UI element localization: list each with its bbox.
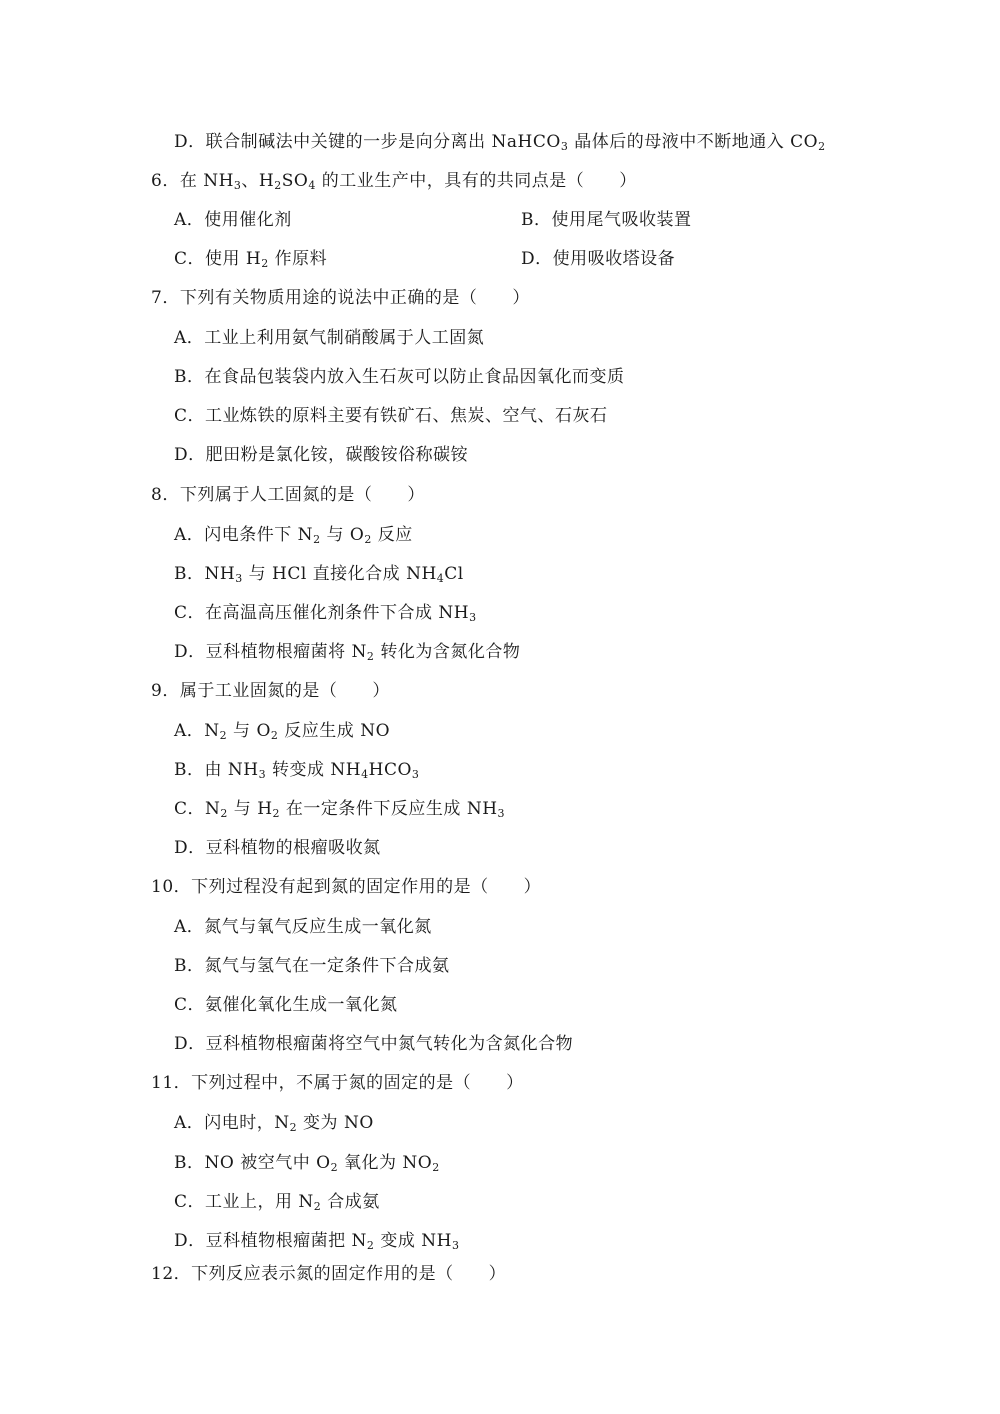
answer-option-q7-c — [174, 405, 608, 427]
subscript: 2 — [274, 179, 282, 192]
text-segment: 氧化为 NO — [338, 1153, 433, 1173]
text-segment: C．在高温高压催化剂条件下合成 NH — [174, 603, 470, 623]
text-segment: 作原料 — [268, 249, 328, 269]
question-stem-q8 — [151, 484, 425, 506]
text-segment: 12．下列反应表示氮的固定作用的是（ ） — [151, 1264, 507, 1284]
text-segment: C．工业上，用 N — [174, 1192, 314, 1212]
subscript: 3 — [451, 1239, 460, 1252]
answer-option-q10-c — [174, 994, 398, 1016]
subscript: 2 — [220, 807, 228, 820]
text-segment: A．N — [174, 721, 220, 741]
answer-option-q9-b — [174, 759, 419, 781]
subscript: 4 — [361, 768, 369, 781]
subscript: 3 — [560, 140, 569, 153]
answer-option-q11-c — [174, 1191, 380, 1213]
answer-option-q8-a — [174, 524, 413, 546]
text-segment: 与 O — [320, 525, 365, 545]
answer-option-q5-d — [174, 131, 826, 153]
question-stem-q11 — [151, 1072, 524, 1094]
question-stem-q7 — [151, 287, 530, 309]
question-stem-q6 — [151, 170, 637, 192]
text-segment: B．由 NH — [174, 760, 259, 780]
answer-option-q11-d — [174, 1230, 459, 1252]
subscript: 2 — [289, 1121, 298, 1134]
answer-option-q10-b — [174, 955, 450, 977]
subscript: 2 — [366, 1239, 375, 1252]
answer-option-q8-d — [174, 641, 520, 663]
text-segment: C．使用 H — [174, 249, 262, 269]
answer-option-q9-c — [174, 798, 505, 820]
text-segment: A．工业上利用氨气制硝酸属于人工固氮 — [174, 328, 485, 348]
text-segment: D．豆科植物根瘤菌把 N — [174, 1231, 367, 1251]
text-segment: A．氮气与氧气反应生成一氧化氮 — [174, 917, 432, 937]
answer-option-q8-b — [174, 563, 464, 585]
text-segment: 转变成 NH — [266, 760, 362, 780]
text-segment: B．氮气与氢气在一定条件下合成氨 — [174, 956, 450, 976]
question-stem-q9 — [151, 680, 390, 702]
answer-option-q7-a — [174, 327, 484, 349]
subscript: 3 — [411, 768, 420, 781]
text-segment: 6．在 NH — [151, 171, 234, 191]
text-segment: B．NH — [174, 564, 236, 584]
answer-option-q11-b — [174, 1152, 440, 1174]
text-segment: 8．下列属于人工固氮的是（ ） — [151, 485, 425, 505]
text-segment: C．氨催化氧化生成一氧化氮 — [174, 995, 398, 1015]
text-segment: D．豆科植物的根瘤吸收氮 — [174, 838, 381, 858]
answer-option-q6-a — [174, 209, 292, 231]
answer-option-q6-d — [521, 248, 675, 270]
text-segment: B．使用尾气吸收装置 — [521, 210, 692, 230]
answer-option-q6-c — [174, 248, 327, 270]
text-segment: C．工业炼铁的原料主要有铁矿石、焦炭、空气、石灰石 — [174, 406, 608, 426]
text-segment: 9．属于工业固氮的是（ ） — [151, 681, 390, 701]
text-segment: 7．下列有关物质用途的说法中正确的是（ ） — [151, 288, 530, 308]
answer-option-q10-a — [174, 916, 432, 938]
text-segment: 的工业生产中，具有的共同点是（ ） — [315, 171, 637, 191]
text-segment: 合成氨 — [321, 1192, 380, 1212]
text-segment: B．在食品包装袋内放入生石灰可以防止食品因氧化而变质 — [174, 367, 625, 387]
subscript: 2 — [432, 1161, 440, 1174]
text-segment: D．使用吸收塔设备 — [521, 249, 676, 269]
answer-option-q8-c — [174, 602, 477, 624]
answer-option-q7-d — [174, 444, 468, 466]
answer-option-q11-a — [174, 1112, 374, 1134]
subscript: 2 — [818, 140, 826, 153]
text-segment: 反应生成 NO — [278, 721, 391, 741]
text-segment: 晶体后的母液中不断地通入 CO — [568, 132, 819, 152]
subscript: 2 — [272, 807, 281, 820]
text-segment: 变成 NH — [374, 1231, 452, 1251]
answer-option-q10-d — [174, 1033, 573, 1055]
subscript: 3 — [233, 179, 242, 192]
text-segment: D．豆科植物根瘤菌将 N — [174, 642, 367, 662]
subscript: 2 — [313, 1200, 322, 1213]
subscript: 4 — [308, 179, 316, 192]
text-segment: 11．下列过程中，不属于氮的固定的是（ ） — [151, 1073, 524, 1093]
subscript: 3 — [469, 611, 477, 624]
text-segment: B．NO 被空气中 O — [174, 1153, 331, 1173]
text-segment: 与 H — [227, 799, 273, 819]
subscript: 2 — [219, 729, 228, 742]
text-segment: SO — [281, 171, 309, 191]
text-segment: D．肥田粉是氯化铵，碳酸铵俗称碳铵 — [174, 445, 469, 465]
subscript: 3 — [258, 768, 267, 781]
text-segment: 与 O — [227, 721, 271, 741]
text-segment: Cl — [444, 564, 464, 584]
text-segment: 反应 — [371, 525, 413, 545]
text-segment: D．豆科植物根瘤菌将空气中氮气转化为含氮化合物 — [174, 1034, 574, 1054]
subscript: 2 — [270, 729, 279, 742]
subscript: 2 — [366, 650, 375, 663]
answer-option-q6-b — [521, 209, 692, 231]
text-segment: A．闪电条件下 N — [174, 525, 314, 545]
answer-option-q7-b — [174, 366, 625, 388]
answer-option-q9-d — [174, 837, 381, 859]
text-segment: 与 HCl 直接化合成 NH — [242, 564, 437, 584]
text-segment: HCO — [368, 760, 412, 780]
subscript: 2 — [313, 533, 321, 546]
subscript: 2 — [261, 257, 269, 270]
subscript: 2 — [364, 533, 372, 546]
subscript: 2 — [330, 1161, 339, 1174]
text-segment: 10．下列过程没有起到氮的固定作用的是（ ） — [151, 877, 542, 897]
text-segment: 在一定条件下反应生成 NH — [280, 799, 498, 819]
text-segment: C．N — [174, 799, 221, 819]
question-stem-q10 — [151, 876, 541, 898]
answer-option-q9-a — [174, 720, 390, 742]
question-stem-q12 — [151, 1263, 506, 1285]
subscript: 4 — [436, 572, 445, 585]
text-segment: 、H — [241, 171, 275, 191]
subscript: 3 — [235, 572, 243, 585]
text-segment: 变为 NO — [297, 1113, 374, 1133]
text-segment: D．联合制碱法中关键的一步是向分离出 NaHCO — [174, 132, 561, 152]
text-segment: 转化为含氮化合物 — [374, 642, 521, 662]
text-segment: A．使用催化剂 — [174, 210, 292, 230]
subscript: 3 — [497, 807, 506, 820]
text-segment: A．闪电时，N — [174, 1113, 290, 1133]
